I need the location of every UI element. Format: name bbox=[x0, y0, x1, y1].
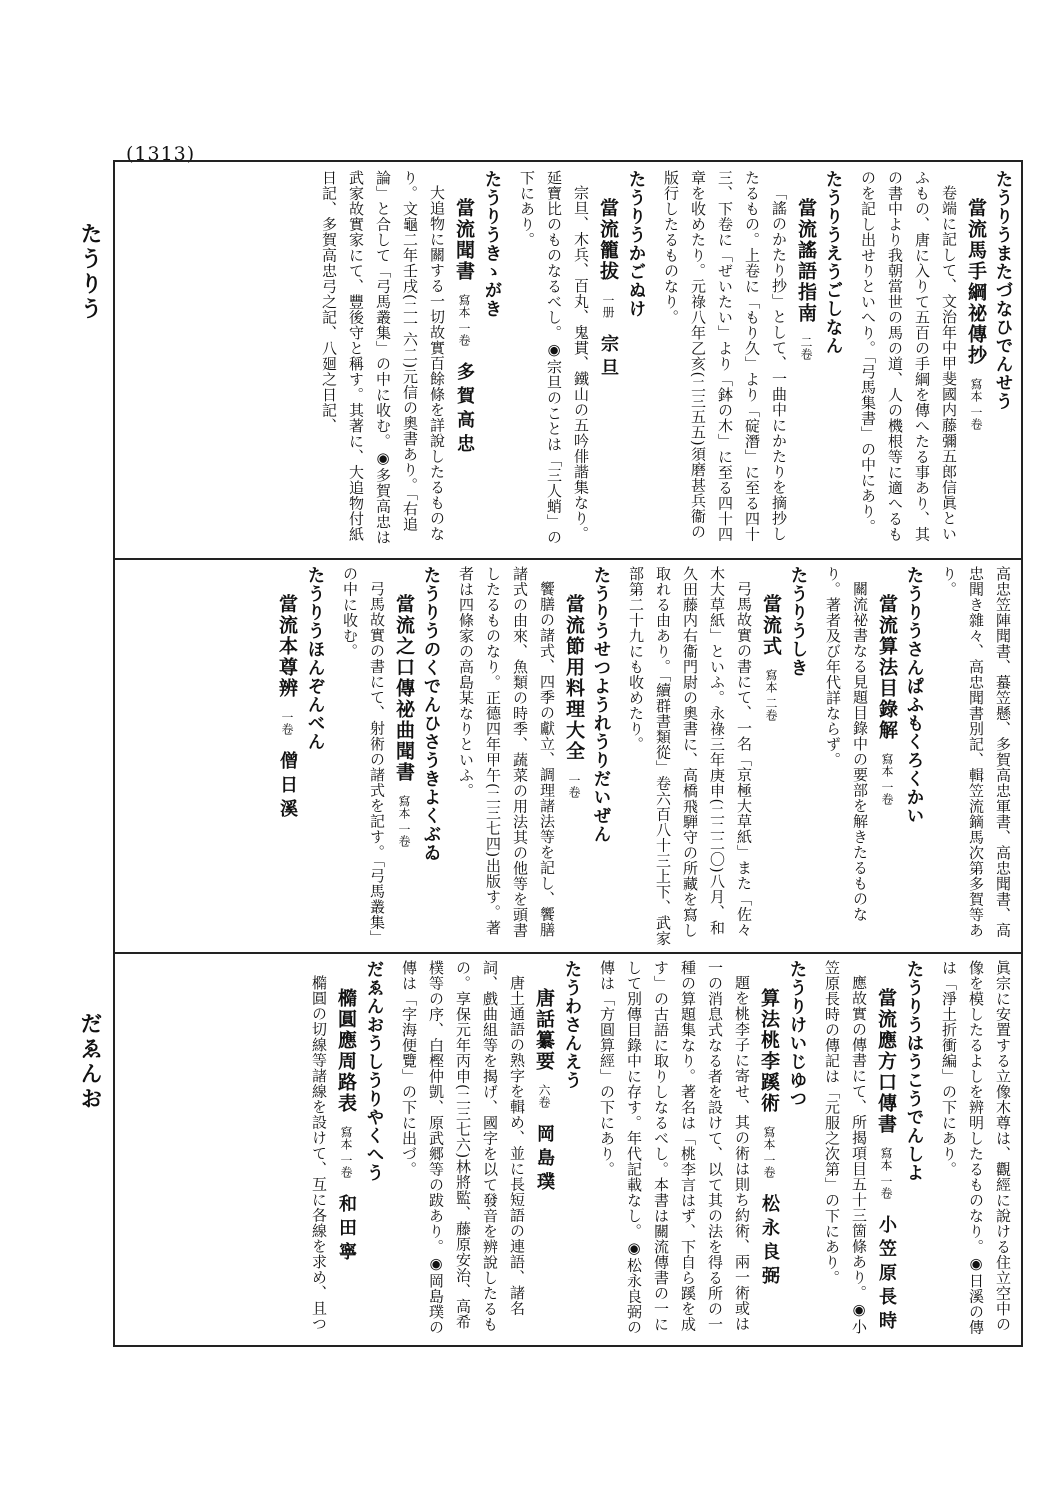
entry-title: 當流式 bbox=[760, 594, 782, 657]
dictionary-entry bbox=[818, 960, 927, 1340]
dictionary-entry bbox=[305, 960, 387, 1340]
entry-title-line bbox=[390, 566, 417, 948]
dictionary-entry bbox=[854, 170, 1016, 554]
entry-reading: たうわさんえう bbox=[562, 960, 582, 1090]
entry-volume: 寫本 一卷 bbox=[762, 1126, 776, 1178]
entry-title: 當流之口傳祕曲聞書 bbox=[393, 594, 415, 783]
entry-title: 唐話纂要 bbox=[533, 988, 555, 1072]
section-1 bbox=[120, 170, 1016, 554]
entry-volume: 六卷 bbox=[537, 1084, 551, 1108]
entry-title: 當流謠語指南 bbox=[795, 198, 817, 324]
dictionary-entry bbox=[622, 566, 811, 948]
entry-body: 應故實の傳書にて、所揭項目五十三箇條あり。◉小笠原長時の傳記は「元服之次第」の下にあり。 bbox=[823, 960, 868, 1335]
entry-body: 弓馬故實の書にて、一名「京極大草紙」また「佐々木大草紙」といふ。永祿三年庚申(二二二〇)八月、和久田藤内右衞門尉の奧書に、高橋飛騨守の所藏を寫し取れる由あり。「續群書類從」卷六百八十三上下、武家部第二十九にも收めたり。 bbox=[627, 566, 753, 946]
entry-body: 宗旦、木兵、百丸、鬼貫、鐵山の五吟俳諧集なり。延寶比のものなるべし。◉宗旦のことは「三人蛸」の下にあり。 bbox=[518, 170, 590, 545]
entry-body: 唐土通語の熟字を輯め、並に長短語の連語、諸名詞、戲曲組等を揭げ、國字を以て發音を辨說したるもの。享保元年丙申(二三七六)林將監、藤原安治、高希樸等の序、白樫仲凱、原武郷等の跋あり。◉岡島璞の傳は「字海便覽」の下に出づ。 bbox=[400, 960, 526, 1335]
entry-volume: 二卷 bbox=[799, 336, 813, 360]
section-3 bbox=[120, 960, 1016, 1340]
entry-title: 當流應方口傳書 bbox=[875, 988, 897, 1135]
entry-body: 關流祕書なる見題目錄中の要部を解きたるものなり。著者及び年代詳ならず。 bbox=[824, 566, 869, 922]
entry-title: 當流算法目錄解 bbox=[876, 594, 898, 741]
entry-title-line bbox=[872, 960, 900, 1340]
dictionary-entry bbox=[452, 566, 614, 948]
entry-reading: たうりうさんぱふもくろくかい bbox=[904, 566, 924, 825]
entry-title: 算法桃李蹊術 bbox=[758, 988, 780, 1114]
entry-body: 橢圓の切線等諸線を設けて、互に各線を求め、且つ bbox=[310, 975, 328, 1332]
entry-body: 題を桃李子に寄せ、其の術は則ち約術、兩一術或は一の消息式なる者を設けて、以て其の法を得る所の一種の算題集なり。著名は「桃李言はず、下自ら蹊を成す」の古語に取りしなるべし。本書は關流傳書の一にして別傳目錄中に存す。年代記載なし。◉松永良弼の傳は「方圓算經」の下にあり。 bbox=[598, 960, 751, 1335]
dictionary-entry bbox=[935, 960, 1016, 1340]
entry-body: 饗膳の諸式、四季の獻立、調理諸法等を記し、饗膳諸式の由來、魚類の時季、蔬菜の用法其の他等を頭書したるものなり。正德四年甲午(二三七四)出版す。著者は四條家の高島某なりといふ。 bbox=[457, 566, 556, 938]
entry-body: 眞宗に安置する立像木尊は、觀經に說ける住立空中の像を模したるよしを辨明したるものなり。◉日溪の傳は「淨土折衝編」の下にあり。 bbox=[940, 960, 1012, 1335]
page-number: (1313) bbox=[126, 143, 196, 165]
entry-title-line bbox=[962, 170, 989, 554]
entry-reading: だゑんおうしうりやくへう bbox=[364, 960, 384, 1182]
entry-title-line bbox=[450, 170, 478, 554]
section-2 bbox=[120, 566, 1016, 948]
entry-author: 僧日溪 bbox=[277, 751, 298, 823]
dictionary-entry bbox=[513, 170, 649, 554]
entry-author: 松永良弼 bbox=[759, 1193, 780, 1290]
entry-title-line bbox=[873, 566, 900, 948]
entry-title-line bbox=[332, 960, 360, 1340]
entry-volume: 寫本 一卷 bbox=[880, 753, 894, 805]
entry-reading: たうりうせつようれうりだいぜん bbox=[591, 566, 611, 844]
entry-volume: 一册 bbox=[601, 294, 615, 318]
entry-title-line bbox=[757, 566, 784, 948]
entry-volume: 一卷 bbox=[567, 774, 581, 798]
dictionary-entry bbox=[935, 566, 1016, 948]
entry-volume: 一卷 bbox=[280, 711, 294, 735]
dictionary-entry bbox=[657, 170, 846, 554]
entry-title: 當流馬手綱祕傳抄 bbox=[965, 198, 987, 366]
side-label-top: たうりう bbox=[77, 222, 102, 322]
entry-author: 小笠原長時 bbox=[876, 1214, 897, 1335]
section-divider-1 bbox=[113, 558, 1023, 560]
entry-author: 多賀高忠 bbox=[454, 361, 475, 458]
entry-title-line bbox=[755, 960, 783, 1340]
entry-title: 當流節用料理大全 bbox=[563, 594, 585, 762]
entry-volume: 寫本 一卷 bbox=[339, 1126, 353, 1178]
entry-volume: 寫本 一卷 bbox=[879, 1147, 893, 1199]
entry-body: 大追物に關する一切故實百餘條を詳說したるものなり。文龜二年壬戌(二一六二)元信の奧書あり。「右追論」と合して「弓馬叢集」の中に收む。◉多賀高忠は武家故實家にて、豐後守と稱す。其著に、大追物付紙日記、多賀高忠弓之記、八廻之日記、 bbox=[320, 170, 446, 545]
entry-body: 弓馬故實の書にて、射術の諸式を記す。「弓馬叢集」の中に收む。 bbox=[341, 566, 386, 946]
entry-title-line bbox=[594, 170, 622, 554]
entry-body: 「謠のかたり抄」として、一曲中にかたりを摘抄したるもの。上卷に「もり久」より「碇潛」に至る四十三、下卷に「ぜいたい」より「鉢の木」に至る四十四章を收めたり。元祿八年乙亥(二三五五)須磨甚兵衞の版行したるものなり。 bbox=[662, 170, 788, 542]
entry-title: 當流本尊辨 bbox=[276, 594, 298, 699]
entry-reading: たうりうのくでんひさうきよくぶゐ bbox=[421, 566, 441, 862]
dictionary-entry bbox=[819, 566, 927, 948]
entry-reading: たうりうきゝがき bbox=[482, 170, 502, 318]
entry-reading: たうりうえうごしなん bbox=[823, 170, 843, 355]
dictionary-entry bbox=[395, 960, 585, 1340]
entry-body: 高忠笠陣聞書、蟇笠懸、多賀高忠軍書、高忠聞書、高忠聞き雜々、高忠聞書別記、輯笠流鏑馬次第多賀等あり。 bbox=[940, 566, 1012, 938]
entry-body: 卷端に記して、文治年中甲斐國内藤彌五郎信眞といふもの、唐に入りて五百の手綱を傳へたる事あり、其の書中より我朝當世の馬の道、人の機根等に適へるものを記し出せりといへり。「弓馬集書」の中にあり。 bbox=[859, 170, 958, 542]
section-divider-2 bbox=[113, 952, 1023, 954]
entry-reading: たうりうはうこうでんしよ bbox=[904, 960, 924, 1182]
entry-title: 橢圓應周路表 bbox=[335, 988, 357, 1114]
entry-author: 和田寧 bbox=[336, 1193, 357, 1266]
dictionary-entry bbox=[273, 566, 328, 948]
side-label-bottom: だゑんお bbox=[77, 1012, 102, 1112]
entry-title-line bbox=[273, 566, 301, 948]
entry-volume: 寫本 一卷 bbox=[397, 795, 411, 847]
entry-title: 當流聞書 bbox=[453, 198, 475, 282]
entry-reading: たうりうまたづなひでんせう bbox=[993, 170, 1013, 411]
entry-title-line bbox=[560, 566, 587, 948]
dictionary-entry bbox=[336, 566, 444, 948]
entry-volume: 寫本 一卷 bbox=[969, 378, 983, 430]
entry-title-line bbox=[792, 170, 819, 554]
entry-reading: たうりうかごぬけ bbox=[626, 170, 646, 318]
dictionary-entry bbox=[315, 170, 505, 554]
entry-title-line bbox=[530, 960, 558, 1340]
entry-title: 當流籠拔 bbox=[597, 198, 619, 282]
entry-reading: たうりうしき bbox=[788, 566, 808, 677]
entry-volume: 寫本 二卷 bbox=[764, 669, 778, 721]
entry-volume: 寫本 一卷 bbox=[457, 294, 471, 346]
dictionary-entry bbox=[593, 960, 810, 1340]
entry-reading: たうりけいじゆつ bbox=[787, 960, 807, 1108]
entry-reading: たうりうほんぞんべん bbox=[305, 566, 325, 751]
entry-author: 岡島璞 bbox=[534, 1124, 555, 1196]
entry-author: 宗旦 bbox=[598, 334, 619, 382]
